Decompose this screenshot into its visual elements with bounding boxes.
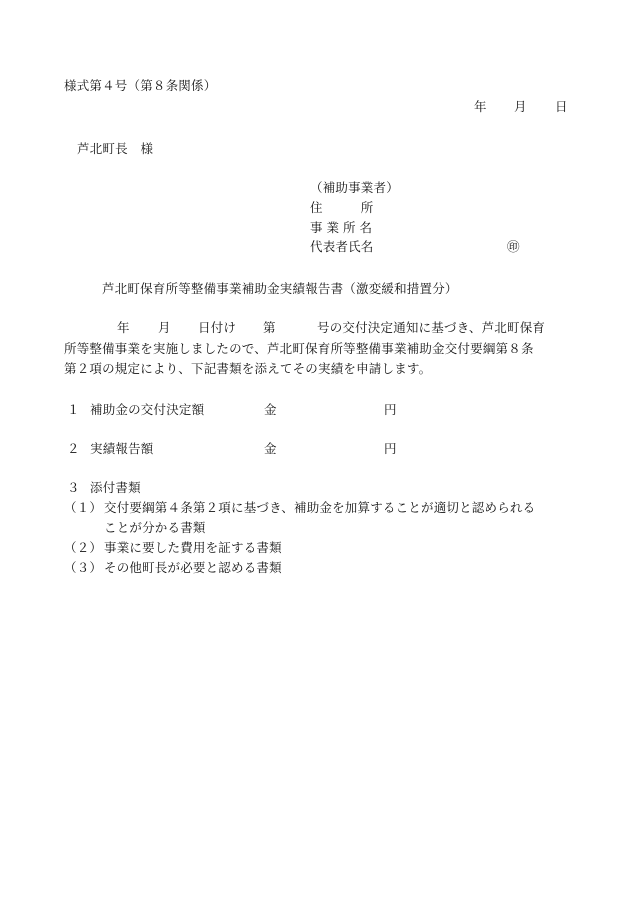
attachment-marker: （１） — [64, 500, 103, 515]
applicant-heading: （補助事業者） — [310, 180, 399, 195]
attachments-heading: 添付書類 — [90, 480, 141, 495]
attachment-marker: （２） — [64, 540, 103, 555]
office-name-label: 事業所名 — [310, 220, 377, 235]
item-unit: 円 — [384, 402, 397, 417]
item-label: 補助金の交付決定額 — [90, 402, 205, 417]
item-amount-prefix: 金 — [264, 402, 277, 417]
form-number: 様式第４号（第８条関係） — [64, 78, 217, 93]
representative-label: 代表者氏名 — [310, 239, 374, 254]
attachment-text: その他町長が必要と認める書類 — [104, 560, 282, 575]
item-amount-prefix: 金 — [264, 441, 277, 456]
item-number: １ — [67, 402, 80, 417]
seal-mark: ㊞ — [507, 239, 520, 254]
item-label: 実績報告額 — [90, 441, 154, 456]
date-year-label: 年 — [474, 99, 487, 114]
body-dated: 日付け — [198, 320, 237, 335]
attachment-text: 交付要綱第４条第２項に基づき、補助金を加算することが適切と認められる — [104, 500, 536, 515]
attachment-text: 事業に要した費用を証する書類 — [104, 540, 282, 555]
body-year: 年 — [117, 320, 130, 335]
attachment-marker: （３） — [64, 560, 103, 575]
item-number: ２ — [67, 441, 80, 456]
attachment-text-continuation: ことが分かる書類 — [104, 520, 206, 535]
attachments-number: ３ — [67, 480, 80, 495]
body-line2-text: 所等整備事業を実施しましたので、芦北町保育所等整備事業補助金交付要綱第８条 — [64, 341, 534, 356]
document-title: 芦北町保育所等整備事業補助金実績報告書（激変緩和措置分） — [102, 281, 458, 296]
item-unit: 円 — [384, 441, 397, 456]
date-month-label: 月 — [514, 99, 527, 114]
date-day-label: 日 — [555, 99, 568, 114]
addressee: 芦北町長 様 — [77, 141, 154, 156]
body-line3-text: 第２項の規定により、下記書類を添えてその実績を申請します。 — [64, 361, 432, 376]
address-label: 住 所 — [310, 200, 374, 215]
body-line1-text: 号の交付決定通知に基づき、芦北町保育 — [317, 320, 546, 335]
body-number-prefix: 第 — [263, 320, 276, 335]
body-month: 月 — [158, 320, 171, 335]
